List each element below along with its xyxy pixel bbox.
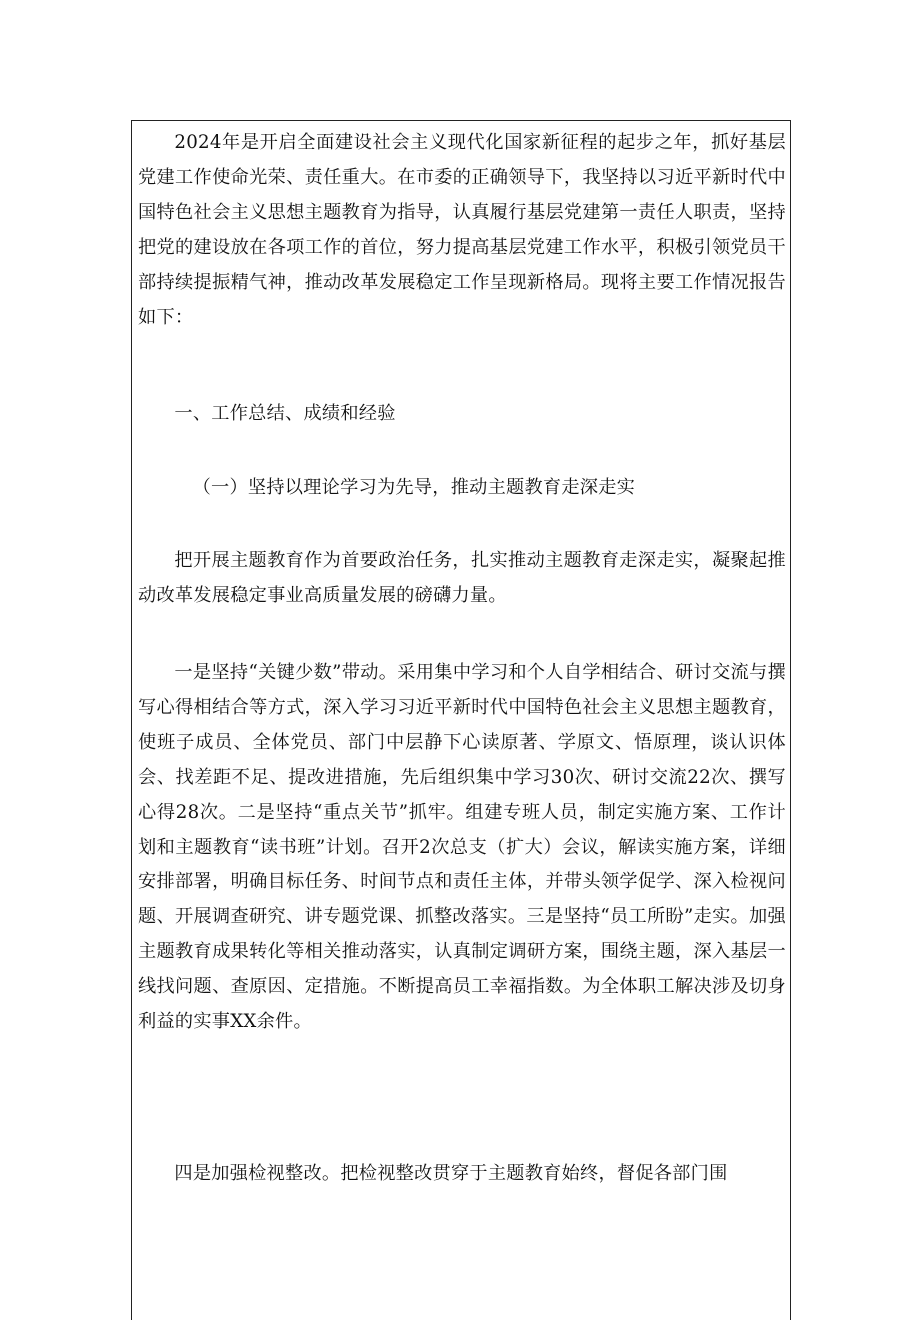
- subsection-heading: （一）坚持以理论学习为先导，推动主题教育走深走实: [192, 477, 636, 498]
- intro-paragraph: 2024年是开启全面建设社会主义现代化国家新征程的起步之年，抓好基层党建工作使命光荣、责任重大。在市委的正确领导下，我坚持以习近平新时代中国特色社会主义思想主题教育为指导，认真履行基层党建第一责任人职责，坚持把党的建设放在各项工作的首位，努力提高基层党建工作水平，积极引领党员干部持续提振精气神，推动改革发展稳定工作呈现新格局。现将主要工作情况报告如下：: [138, 132, 786, 328]
- section-heading: 一、工作总结、成绩和经验: [174, 403, 396, 424]
- subsection-intro-paragraph: 把开展主题教育作为首要政治任务，扎实推动主题教育走深走实，凝聚起推动改革发展稳定事业高质量发展的磅礴力量。: [138, 550, 786, 606]
- body-paragraph-continued: 四是加强检视整改。把检视整改贯穿于主题教育始终，督促各部门围: [174, 1163, 728, 1184]
- body-paragraph: 一是坚持“关键少数”带动。采用集中学习和个人自学相结合、研讨交流与撰写心得相结合等方式，深入学习习近平新时代中国特色社会主义思想主题教育，使班子成员、全体党员、部门中层静下心读原著、学原文、悟原理，谈认识体会、找差距不足、提改进措施，先后组织集中学习30次、研讨交流22次、撰写心得28次。二是坚持“重点关节”抓牢。组建专班人员，制定实施方案、工作计划和主题教育“读书班”计划。召开2次总支（扩大）会议，解读实施方案，详细安排部署，明确目标任务、时间节点和责任主体，并带头领学促学、深入检视问题、开展调查研究、讲专题党课、抓整改落实。三是坚持“员工所盼”走实。加强主题教育成果转化等相关推动落实，认真制定调研方案，围绕主题，深入基层一线找问题、查原因、定措施。不断提高员工幸福指数。为全体职工解决涉及切身利益的实事XX余件。: [138, 662, 786, 1033]
